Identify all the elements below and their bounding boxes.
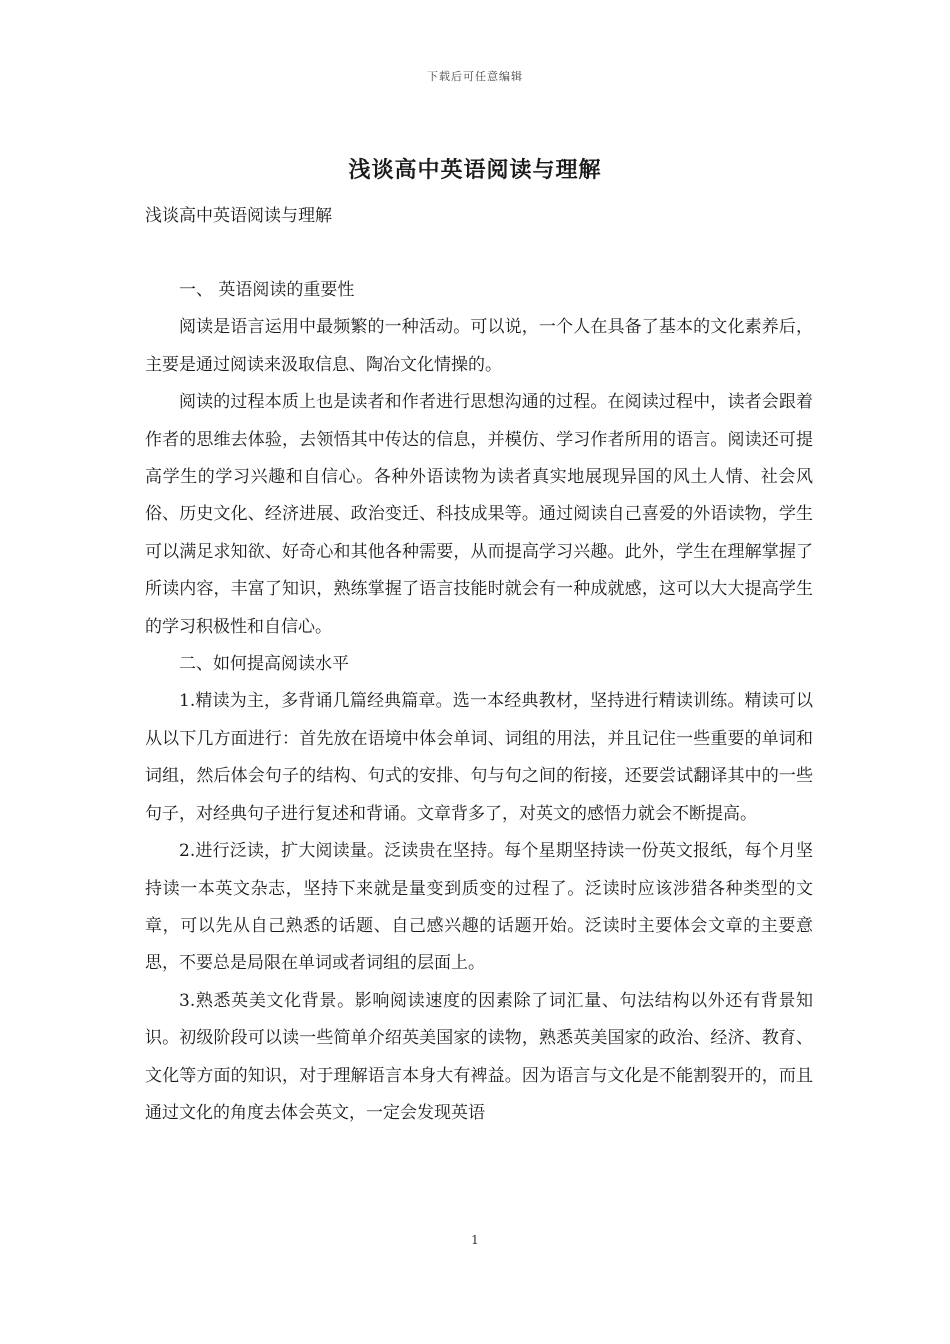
page-number: 1 [471,1233,479,1247]
paragraph: 阅读是语言运用中最频繁的一种活动。可以说，一个人在具备了基本的文化素养后，主要是通过阅读来汲取信息、陶冶文化情操的。 [145,317,813,375]
document-title: 浅谈高中英语阅读与理解 [348,157,602,183]
document-subtitle: 浅谈高中英语阅读与理解 [145,206,332,226]
document-body [145,272,813,1132]
paragraph: 3.熟悉英美文化背景。影响阅读速度的因素除了词汇量、句法结构以外还有背景知识。初级阶段可以读一些简单介绍英美国家的读物，熟悉英美国家的政治、经济、教育、文化等方面的知识，对于理解语言本身大有裨益。因为语言与文化是不能割裂开的，而且通过文化的角度去体会英文，一定会发现英语 [145,990,813,1123]
paragraph: 1.精读为主，多背诵几篇经典篇章。选一本经典教材，坚持进行精读训练。精读可以从以下几方面进行：首先放在语境中体会单词、词组的用法，并且记住一些重要的单词和词组，然后体会句子的结构、句式的安排、句与句之间的衔接，还要尝试翻译其中的一些句子，对经典句子进行复述和背诵。文章背多了，对英文的感悟力就会不断提高。 [145,691,813,824]
paragraph: 2.进行泛读，扩大阅读量。泛读贵在坚持。每个星期坚持读一份英文报纸，每个月坚持读一本英文杂志，坚持下来就是量变到质变的过程了。泛读时应该涉猎各种类型的文章，可以先从自己熟悉的话题、自己感兴趣的话题开始。泛读时主要体会文章的主要意思，不要总是局限在单词或者词组的层面上。 [145,841,813,974]
section-heading-2: 二、如何提高阅读水平 [179,654,349,675]
paragraph: 阅读的过程本质上也是读者和作者进行思想沟通的过程。在阅读过程中，读者会跟着作者的思维去体验，去领悟其中传达的信息，并模仿、学习作者所用的语言。阅读还可提高学生的学习兴趣和自信心。各种外语读物为读者真实地展现异国的风土人情、社会风俗、历史文化、经济进展、政治变迁、科技成果等。通过阅读自己喜爱的外语读物，学生可以满足求知欲、好奇心和其他各种需要，从而提高学习兴趣。此外，学生在理解掌握了所读内容，丰富了知识，熟练掌握了语言技能时就会有一种成就感，这可以大大提高学生的学习积极性和自信心。 [145,392,813,637]
section-heading-1: 一、 英语阅读的重要性 [179,280,355,300]
page-header-note: 下载后可任意编辑 [427,70,523,83]
